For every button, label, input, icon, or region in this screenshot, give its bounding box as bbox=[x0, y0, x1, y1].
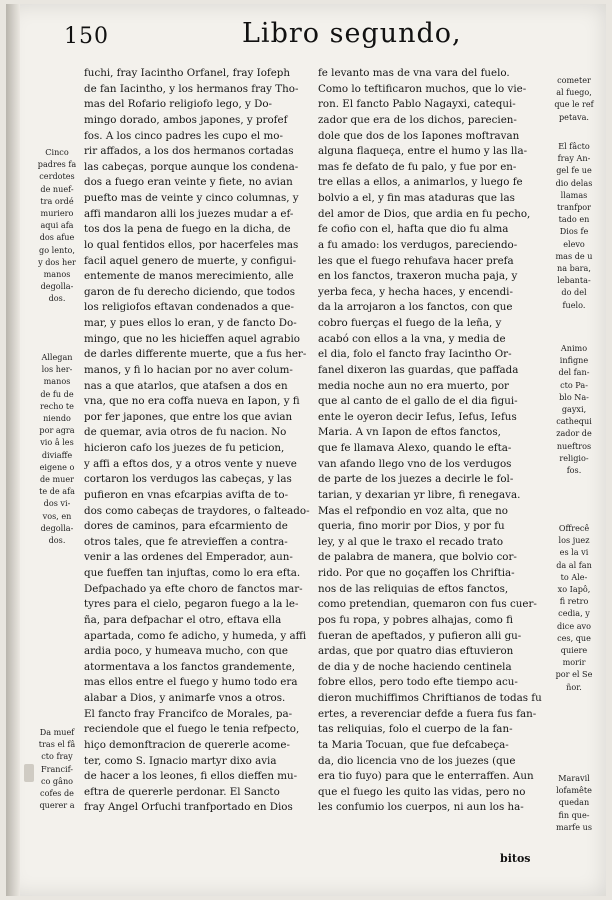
running-head: Libro segundo, bbox=[242, 18, 462, 49]
text-line: tos dos la pena de fuego en la dicha, de bbox=[84, 223, 291, 236]
margin-note-line: querer a bbox=[39, 800, 75, 811]
text-line: tas reliquias, folo el cuerpo de la fan- bbox=[318, 723, 513, 736]
margin-note-line: co gâno bbox=[40, 775, 74, 786]
text-line: que fe llamava Alexo, quando le efta- bbox=[318, 442, 512, 454]
margin-note-line: eigene o bbox=[39, 461, 75, 472]
text-line: que el fuego les quito las vidas, pero no bbox=[318, 785, 526, 798]
text-line: fueran de apeftados, y pufieron alli gu- bbox=[318, 629, 522, 642]
text-line: dieron muchiffimos Chriftianos de todas fu bbox=[318, 692, 542, 704]
margin-note-line: fin que- bbox=[558, 809, 590, 820]
margin-note-line: morir bbox=[562, 657, 586, 668]
text-line: de quemar, avia otros de fu nacion. No bbox=[84, 426, 287, 439]
margin-note-line: dos. bbox=[48, 535, 66, 546]
margin-note-line: na bara, bbox=[557, 263, 591, 274]
margin-note-line: vio â les bbox=[40, 437, 74, 448]
text-line: en los fanctos, traxeron mucha paja, y bbox=[318, 270, 518, 283]
text-line: rido. Por que no goçaffen los Chriftia- bbox=[318, 567, 515, 579]
text-line: mas ellos entre el fuego y humo todo era bbox=[84, 676, 298, 689]
text-line: media noche aun no era muerto, por bbox=[318, 379, 509, 392]
margin-note-line: cathequi bbox=[556, 416, 592, 427]
margin-note-line: por el Se bbox=[555, 669, 593, 680]
margin-note-line: tra ordé bbox=[40, 195, 74, 206]
margin-note-line: los her- bbox=[41, 364, 73, 375]
text-line: hiço demonftracion de quererle acome- bbox=[84, 738, 290, 751]
margin-note-line: y dos her bbox=[38, 256, 76, 267]
margin-note-angel bbox=[546, 140, 602, 311]
margin-note-line: elevo bbox=[563, 238, 585, 249]
margin-note-line: Allegan bbox=[41, 352, 73, 362]
text-line: fanel dixeron las guardas, que paffada bbox=[318, 363, 519, 376]
text-line: de fan Iacintho, y los hermanos fray Tho- bbox=[84, 82, 299, 95]
text-line: fobre ellos, pero todo efte tiempo acu- bbox=[318, 676, 518, 689]
margin-note-line: cometer bbox=[557, 75, 591, 85]
margin-note-line: Offrecê bbox=[558, 523, 590, 533]
text-line: vna, que no era coffa nueva en Iapon, y fi bbox=[84, 395, 300, 408]
margin-note-line: de nuef- bbox=[40, 183, 74, 194]
text-line: dos como cabeças de traydores, o falteado- bbox=[84, 504, 310, 517]
margin-note-line: que le ref bbox=[554, 99, 594, 110]
text-line: les confumio los cuerpos, ni aun los ha- bbox=[318, 801, 524, 814]
text-line: los religiofos eftavan condenados a que- bbox=[84, 301, 294, 314]
text-line: venir a las ordenes del Emperador, aun- bbox=[84, 551, 293, 564]
text-line: apartada, como fe adicho, y humeda, y affi bbox=[84, 629, 307, 642]
margin-note-line: te de afa bbox=[39, 486, 75, 497]
margin-note-maravilla bbox=[546, 772, 602, 833]
margin-note-line: lofamête bbox=[556, 785, 592, 796]
text-line: cortaron los verdugos las cabeças, y las bbox=[84, 473, 292, 486]
margin-note-line: infigne bbox=[559, 355, 589, 366]
text-line: fe levanto mas de vna vara del fuelo. bbox=[318, 67, 510, 79]
text-line: mingo dorado, ambos japones, y profef bbox=[84, 113, 288, 126]
text-line: van afando llego vno de los verdugos bbox=[318, 457, 512, 470]
margin-note-line: al fuego, bbox=[556, 87, 592, 98]
text-line: dores de caminos, para efcarmiento de bbox=[84, 520, 288, 533]
margin-note-line: diviaffe bbox=[41, 449, 73, 460]
book-page bbox=[6, 4, 606, 896]
margin-note-line: quedan bbox=[558, 797, 590, 808]
margin-note-line: El fâcto bbox=[558, 141, 590, 151]
text-line: ley, y al que le traxo el recado trato bbox=[318, 535, 504, 548]
text-line: mas del Rofario religiofo lego, y Do- bbox=[84, 98, 273, 111]
text-line: tre ellas a ellos, a animarlos, y luego fe bbox=[318, 176, 523, 189]
margin-note-line: petava. bbox=[558, 111, 590, 122]
margin-note-ofrecen bbox=[546, 522, 602, 693]
margin-note-line: fray An- bbox=[557, 153, 591, 164]
margin-note-line: degolla- bbox=[40, 281, 74, 292]
text-line: las cabeças, porque aunque los condena- bbox=[84, 160, 299, 173]
text-line: yerba feca, y hecha haces, y encendi- bbox=[318, 285, 513, 298]
margin-note-line: do del bbox=[561, 287, 587, 298]
text-line: otros tales, que fe atrevieffen a contra- bbox=[84, 535, 288, 548]
margin-note-line: llamas bbox=[560, 189, 588, 200]
margin-note-line: cedia, y bbox=[558, 608, 590, 619]
text-line: zador que era de los dichos, parecien- bbox=[318, 113, 517, 126]
text-line: El fancto fray Francifco de Morales, pa- bbox=[84, 707, 293, 720]
text-line: reciendole que el fuego le tenia refpecto, bbox=[84, 723, 300, 736]
text-line: y affi a eftos dos, y a otros vente y nueve bbox=[84, 457, 297, 470]
margin-note-line: tado en bbox=[558, 214, 590, 225]
text-line: ron. El fancto Pablo Nagayxi, catequi- bbox=[318, 98, 516, 111]
margin-note-line: to Ale- bbox=[560, 571, 588, 582]
margin-note-line: los juez bbox=[558, 535, 590, 546]
margin-note-line: dos. bbox=[48, 293, 66, 304]
text-line: mar, y pues ellos lo eran, y de fancto Do- bbox=[84, 317, 297, 329]
text-line: fuchi, fray Iacintho Orfanel, fray Iofeph bbox=[84, 67, 291, 79]
margin-note-line: cto fray bbox=[41, 751, 73, 762]
text-line: de palabra de manera, que bolvio cor- bbox=[318, 551, 517, 564]
margin-note-line: quiere bbox=[560, 645, 588, 656]
text-line: Maria. A vn Iapon de eftos fanctos, bbox=[318, 426, 501, 439]
text-line: ardas, que por quatro dias eftuvieron bbox=[318, 645, 514, 658]
text-line: eftra de quererle perdonar. El Sancto bbox=[84, 785, 280, 798]
margin-note-line: de fu de bbox=[40, 388, 74, 399]
text-line: ña, para defpachar el otro, eftava ella bbox=[84, 613, 282, 626]
text-line: lo qual fentidos ellos, por hacerfeles mas bbox=[84, 238, 299, 251]
text-line: pufieron en vnas efcarpias avifta de to- bbox=[84, 488, 289, 501]
text-line: fray Angel Orfuchi tranfportado en Dios bbox=[84, 801, 293, 814]
margin-note-line: vos, en bbox=[42, 510, 72, 521]
text-line: entemente de manos merecimiento, alle bbox=[84, 270, 294, 283]
margin-note-line: lebanta- bbox=[557, 275, 591, 286]
margin-note-fuego bbox=[546, 74, 602, 123]
margin-note-line: Animo bbox=[560, 343, 588, 353]
margin-note-line: niendo bbox=[43, 413, 71, 424]
text-line: tyres para el cielo, pegaron fuego a la le- bbox=[84, 598, 299, 611]
text-line: de darles differente muerte, que a fus her- bbox=[84, 348, 307, 361]
text-line: a fu amado: los verdugos, pareciendo- bbox=[318, 238, 518, 251]
text-line: el dia, folo el fancto fray Iacintho Or- bbox=[318, 348, 512, 361]
margin-note-line: religio- bbox=[559, 452, 589, 463]
margin-note-animo bbox=[546, 342, 602, 476]
text-line: fos. A los cinco padres les cupo el mo- bbox=[84, 129, 283, 142]
margin-note-line: da al fan bbox=[556, 559, 592, 570]
text-line: dos a fuego eran veinte y fiete, no avian bbox=[84, 176, 293, 189]
text-line: pos fu ropa, y pobres alhajas, como fi bbox=[318, 613, 513, 626]
text-line: facil aquel genero de muerte, y configui- bbox=[84, 254, 297, 267]
margin-note-line: dos afue bbox=[39, 232, 75, 243]
margin-note-line: mas de u bbox=[555, 250, 593, 261]
text-line: affi mandaron alli los juezes mudar a ef- bbox=[84, 207, 294, 220]
text-line: de hacer a los leones, fi ellos dieffen mu- bbox=[84, 770, 298, 783]
margin-note-line: es la vi bbox=[559, 547, 589, 558]
margin-note-line: Da muef bbox=[39, 727, 75, 737]
page-clip-mark bbox=[24, 764, 34, 782]
page-number: 150 bbox=[64, 24, 109, 49]
text-line: acabó con ellos a la vna, y media de bbox=[318, 332, 506, 345]
page-header bbox=[6, 16, 606, 56]
text-line: fe cofio con el, hafta que dio fu alma bbox=[318, 223, 509, 236]
margin-note-line: Francif- bbox=[40, 763, 74, 774]
margin-note-line: manos bbox=[43, 376, 71, 387]
text-line: da la arrojaron a los fanctos, con que bbox=[318, 301, 513, 314]
text-line: del amor de Dios, que ardia en fu pecho, bbox=[318, 207, 531, 220]
left-text-column bbox=[84, 66, 310, 816]
text-line: que fueffen tan injuftas, como lo era efta. bbox=[84, 567, 301, 579]
margin-note-line: cofes de bbox=[40, 788, 74, 799]
margin-note-line: fos. bbox=[566, 465, 582, 476]
margin-note-line: gayxi, bbox=[561, 404, 587, 415]
text-line: mingo, que no les hicieffen aquel agrabio bbox=[84, 332, 300, 345]
text-line: que al canto de el gallo de el dia figui- bbox=[318, 395, 518, 408]
margin-note-line: Maravil bbox=[558, 773, 590, 783]
margin-note-line: dio delas bbox=[555, 177, 593, 188]
margin-note-line: ñor. bbox=[566, 681, 582, 692]
margin-note-line: nueftros bbox=[556, 440, 592, 451]
text-line: de dia y de noche haciendo centinela bbox=[318, 660, 512, 673]
margin-note-line: tras el fâ bbox=[38, 739, 76, 750]
binding-gutter bbox=[6, 4, 20, 896]
catchword: bitos bbox=[500, 852, 531, 865]
text-line: era tio fuyo) para que le enterraffen. Aun bbox=[318, 770, 534, 783]
text-line: alabar a Dios, y animarfe vnos a otros. bbox=[84, 692, 286, 704]
margin-note-line: por agra bbox=[39, 425, 75, 436]
text-line: manos, y fi lo hacian por no aver colum- bbox=[84, 363, 293, 376]
margin-note-line: marfe us bbox=[555, 821, 593, 832]
text-line: por fer japones, que entre los que avian bbox=[84, 410, 293, 423]
text-line: nos de las reliquias de eftos fanctos, bbox=[318, 582, 509, 595]
text-line: ardia poco, y humeava mucho, con que bbox=[84, 645, 288, 658]
margin-note-line: muriero bbox=[40, 208, 74, 219]
text-line: mas fe defato de fu palo, y fue por en- bbox=[318, 160, 517, 173]
margin-note-line: cto Pa- bbox=[560, 379, 588, 390]
text-line: alguna flaqueça, entre el humo y las lla- bbox=[318, 145, 528, 158]
margin-note-line: del fan- bbox=[558, 367, 590, 378]
margin-note-line: fi retro bbox=[559, 596, 589, 607]
margin-note-line: fuelo. bbox=[562, 299, 586, 310]
text-line: hicieron cafo los juezes de fu peticion, bbox=[84, 442, 285, 454]
right-text-column bbox=[318, 66, 544, 816]
text-line: garon de fu derecho diciendo, que todos bbox=[84, 285, 296, 298]
text-line: dole que dos de los Iapones moftravan bbox=[318, 129, 520, 142]
margin-note-line: blo Na- bbox=[559, 391, 589, 402]
text-line: Mas el refpondio en voz alta, que no bbox=[318, 504, 508, 517]
margin-note-allegan bbox=[30, 351, 84, 546]
text-line: bolvio a el, y fin mas ataduras que las bbox=[318, 192, 515, 204]
margin-note-line: dice avo bbox=[557, 620, 591, 631]
margin-note-da-muestras bbox=[30, 726, 84, 811]
margin-note-line: Cinco bbox=[45, 147, 69, 157]
text-line: ter, como S. Ignacio martyr dixo avia bbox=[84, 754, 277, 767]
text-line: nas a que atarlos, que atafsen a dos en bbox=[84, 379, 288, 392]
margin-note-cinco bbox=[30, 146, 84, 305]
margin-note-line: de muer bbox=[39, 474, 75, 485]
margin-note-line: aqui afa bbox=[40, 220, 74, 231]
text-line: les que el fuego rehufava hacer prefa bbox=[318, 254, 514, 267]
margin-note-line: recho te bbox=[40, 400, 74, 411]
text-line: de parte de los juezes a decirle le fol- bbox=[318, 473, 514, 486]
margin-note-line: cerdotes bbox=[39, 171, 75, 182]
text-line: atormentava a los fanctos grandemente, bbox=[84, 660, 296, 673]
margin-note-line: zador de bbox=[556, 428, 592, 439]
text-line: ertes, a reverenciar defde a fuera fus fan- bbox=[318, 707, 537, 720]
margin-note-line: degolla- bbox=[40, 522, 74, 533]
margin-note-line: tranfpor bbox=[556, 202, 592, 213]
text-line: queria, fino morir por Dios, y por fu bbox=[318, 520, 505, 533]
text-line: puefto mas de veinte y cinco columnas, y bbox=[84, 192, 299, 204]
margin-note-line: manos bbox=[43, 269, 71, 280]
margin-note-line: ces, que bbox=[557, 632, 591, 643]
text-line: ente le oyeron decir Iefus, Iefus, Iefus bbox=[318, 410, 517, 423]
margin-note-line: padres fa bbox=[37, 159, 77, 170]
text-line: como pretendian, quemaron con fus cuer- bbox=[318, 598, 537, 611]
text-line: ta Maria Tocuan, que fue defcabeça- bbox=[318, 738, 509, 751]
text-line: Como lo teftificaron muchos, que lo vie- bbox=[318, 82, 527, 95]
text-line: cobro fuerças el fuego de la leña, y bbox=[318, 317, 502, 329]
text-line: rir affados, a los dos hermanos cortadas bbox=[84, 145, 294, 158]
margin-note-line: go lento, bbox=[39, 244, 75, 255]
margin-note-line: dos vi- bbox=[43, 498, 71, 509]
text-line: Defpachado ya efte choro de fanctos mar- bbox=[84, 582, 303, 595]
margin-note-line: gel fe ue bbox=[556, 165, 592, 176]
text-line: da, dio licencia vno de los juezes (que bbox=[318, 754, 516, 767]
margin-note-line: xo Iapô, bbox=[557, 584, 591, 595]
text-line: tarian, y dexarian yr libre, fi renegava. bbox=[318, 488, 521, 501]
margin-note-line: Dios fe bbox=[559, 226, 589, 237]
